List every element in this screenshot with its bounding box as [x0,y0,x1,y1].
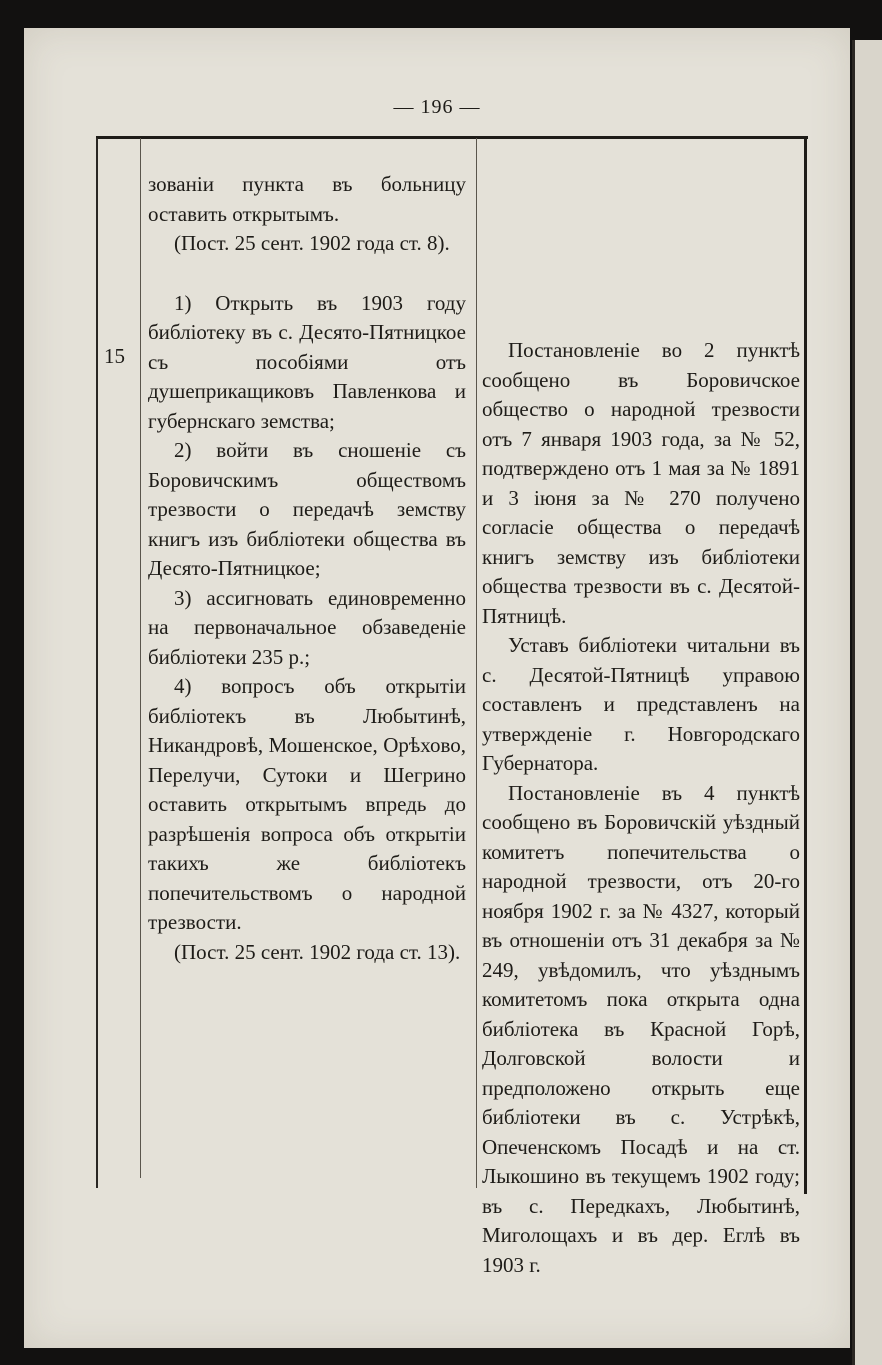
decision-citation-1: (Пост. 25 сент. 1902 года ст. 8). [174,231,450,255]
execution-column [482,336,800,1280]
decision-item-2: 2) войти въ сношеніе съ Боровичскимъ обществомъ трезвости о передачѣ земству книгъ изъ библіотеки общества въ Десято-Пятницкое; [148,438,466,580]
decision-item-4: 4) вопросъ объ открытіи библіотекъ въ Любытинѣ, Никандровѣ, Мошенское, Орѣхово, Перелучи, Сутоки и Шегрино оставить открытымъ впредь до разрѣшенія вопроса объ открытіи такихъ же библіотекъ попечительствомъ о народной трезвости. [148,674,466,934]
section-gap [148,259,466,289]
execution-paragraph-1: Постановленіе во 2 пунктѣ сообщено въ Боровичское общество о народной трезвости отъ 7 января 1903 года, за № 52, подтверждено отъ 1 мая за № 1891 и 3 іюня за № 270 получено согласіе общества о передачѣ книгъ земству изъ библіотеки общества трезвости въ с. Десятой-Пятницѣ. [482,338,800,628]
adjacent-page-edge [852,40,882,1365]
report-table [96,136,808,1277]
execution-paragraph-2: Уставъ библіотеки читальни въ с. Десятой-Пятницѣ управою составленъ и представленъ на утвержденіе г. Новгородскаго Губернатора. [482,633,800,775]
execution-paragraph-3: Постановленіе въ 4 пунктѣ сообщено въ Боровичскій уѣздный комитетъ попечительства о народной трезвости, отъ 20-го ноября 1902 г. за № 4327, который въ отношеніи отъ 31 декабря за № 249, увѣдомилъ, что уѣзднымъ комитетомъ пока открыта одна библіотека въ Красной Горѣ, Долговской волости и предположено открыть еще библіотеки въ с. Устрѣкѣ, Опеченскомъ Посадѣ и на ст. Лыкошино въ текущемъ 1902 году; въ с. Передкахъ, Любытинѣ, Миголощахъ и въ дер. Еглѣ въ 1903 г. [482,780,800,1277]
page-number: — 196 — [393,96,481,118]
decision-column [148,170,466,967]
table-top-rule [96,136,808,139]
middle-column-divider [476,138,477,1188]
decision-citation-2: (Пост. 25 сент. 1902 года ст. 13). [174,939,461,964]
book-page [24,28,850,1348]
table-left-rule [96,138,98,1188]
row-number: 15 [104,344,125,368]
number-column-divider [140,138,141,1178]
decision-item-1: 1) Открыть въ 1903 году библіотеку въ с. Десято-Пятницкое съ пособіями отъ душеприкащиковъ Павленкова и губернскаго земства; [148,290,466,433]
table-right-rule [804,138,807,1194]
decision-paragraph-1: зованіи пункта въ больницу оставить открытымъ. [148,172,466,226]
decision-item-3: 3) ассигновать единовременно на первоначальное обзаведеніе библіотеки 235 р.; [148,585,466,669]
